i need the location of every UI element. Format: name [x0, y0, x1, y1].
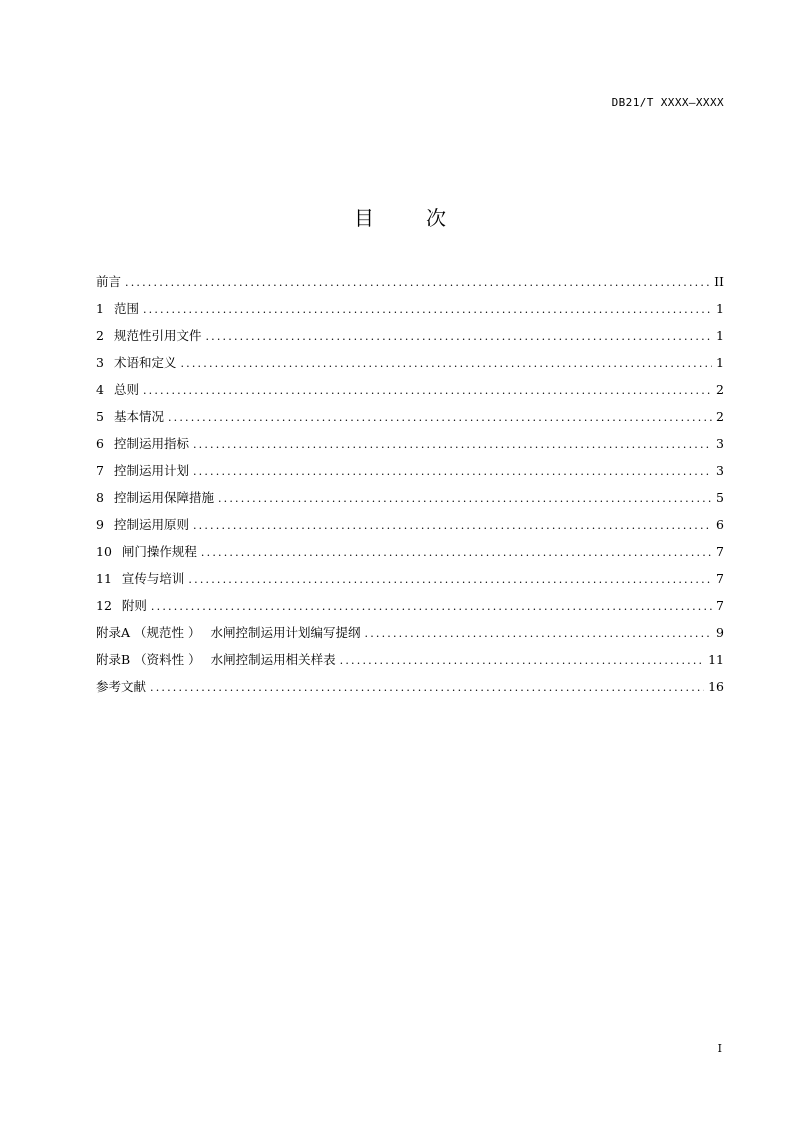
toc-entry-bibliography[interactable]	[96, 677, 724, 704]
toc-page-number: II	[714, 274, 724, 289]
page-title	[0, 202, 800, 231]
toc-number: 11	[96, 571, 112, 586]
toc-leader-dots	[151, 600, 712, 613]
toc-entry-10[interactable]	[96, 542, 724, 569]
toc-leader-dots	[143, 303, 712, 316]
toc-label: 宣传与培训	[121, 571, 185, 586]
toc-leader-dots	[180, 357, 712, 370]
toc-number: 4	[96, 382, 104, 397]
toc-page-number: 3	[716, 436, 724, 451]
toc-number: 8	[96, 490, 104, 505]
toc-entry-4[interactable]	[96, 380, 724, 407]
toc-page-number: 7	[716, 571, 724, 586]
toc-page-number: 9	[716, 625, 724, 640]
toc-leader-dots	[193, 438, 712, 451]
toc-leader-dots	[193, 465, 712, 478]
toc-label	[96, 623, 361, 641]
toc-page-number: 7	[716, 544, 724, 559]
title-char-1: 目	[354, 206, 374, 230]
toc-label: 控制运用计划	[113, 463, 189, 478]
toc-page-number: 2	[716, 382, 724, 397]
toc-label: 前言	[96, 274, 122, 289]
toc-leader-dots	[143, 384, 712, 397]
toc-label: 范围	[113, 301, 139, 316]
toc-leader-dots	[188, 573, 712, 586]
toc-entry-appendix-b[interactable]	[96, 650, 724, 677]
appendix-designation: 附录A （规范性 ）	[96, 625, 201, 640]
toc-page-number: 1	[716, 355, 724, 370]
toc-label: 基本情况	[113, 409, 164, 424]
toc-leader-dots	[205, 330, 712, 343]
toc-page-number: 3	[716, 463, 724, 478]
toc-label: 附则	[121, 598, 147, 613]
toc-label: 控制运用指标	[113, 436, 189, 451]
toc-leader-dots	[365, 627, 713, 640]
toc-page-number: 7	[716, 598, 724, 613]
toc-label: 总则	[113, 382, 139, 397]
toc-page-number: 16	[708, 679, 724, 694]
toc-number: 1	[96, 301, 104, 316]
toc-page-number: 11	[708, 652, 724, 667]
toc-page-number: 2	[716, 409, 724, 424]
toc-entry-6[interactable]	[96, 434, 724, 461]
toc-entry-12[interactable]	[96, 596, 724, 623]
toc-entry-appendix-a[interactable]	[96, 623, 724, 650]
toc-number: 7	[96, 463, 104, 478]
toc-label: 控制运用保障措施	[113, 490, 214, 505]
toc-entry-2[interactable]	[96, 326, 724, 353]
toc-label: 闸门操作规程	[121, 544, 197, 559]
toc-entry-8[interactable]	[96, 488, 724, 515]
toc-number: 6	[96, 436, 104, 451]
toc-label: 规范性引用文件	[113, 328, 202, 343]
appendix-title: 水闸控制运用计划编写提纲	[210, 625, 361, 640]
appendix-designation: 附录B （资料性 ）	[96, 652, 201, 667]
toc-number: 5	[96, 409, 104, 424]
toc-entry-foreword[interactable]	[96, 272, 724, 299]
toc-page-number: 1	[716, 301, 724, 316]
toc-leader-dots	[168, 411, 712, 424]
table-of-contents	[96, 272, 724, 704]
page-number: I	[717, 1042, 722, 1055]
toc-leader-dots	[340, 654, 704, 667]
document-code: DB21/T XXXX—XXXX	[611, 96, 724, 109]
toc-leader-dots	[201, 546, 712, 559]
toc-entry-9[interactable]	[96, 515, 724, 542]
toc-leader-dots	[150, 681, 704, 694]
toc-label: 控制运用原则	[113, 517, 189, 532]
toc-entry-7[interactable]	[96, 461, 724, 488]
toc-entry-5[interactable]	[96, 407, 724, 434]
toc-page-number: 6	[716, 517, 724, 532]
toc-leader-dots	[218, 492, 712, 505]
toc-page-number: 1	[716, 328, 724, 343]
toc-label: 术语和定义	[113, 355, 177, 370]
toc-label	[96, 650, 336, 668]
toc-page-number: 5	[716, 490, 724, 505]
toc-entry-1[interactable]	[96, 299, 724, 326]
toc-leader-dots	[125, 276, 710, 289]
toc-number: 10	[96, 544, 112, 559]
appendix-title: 水闸控制运用相关样表	[210, 652, 336, 667]
toc-number: 2	[96, 328, 104, 343]
toc-leader-dots	[193, 519, 712, 532]
toc-number: 12	[96, 598, 112, 613]
title-char-2: 次	[426, 206, 446, 230]
toc-entry-11[interactable]	[96, 569, 724, 596]
toc-entry-3[interactable]	[96, 353, 724, 380]
toc-label: 参考文献	[96, 679, 147, 694]
toc-number: 3	[96, 355, 104, 370]
toc-number: 9	[96, 517, 104, 532]
